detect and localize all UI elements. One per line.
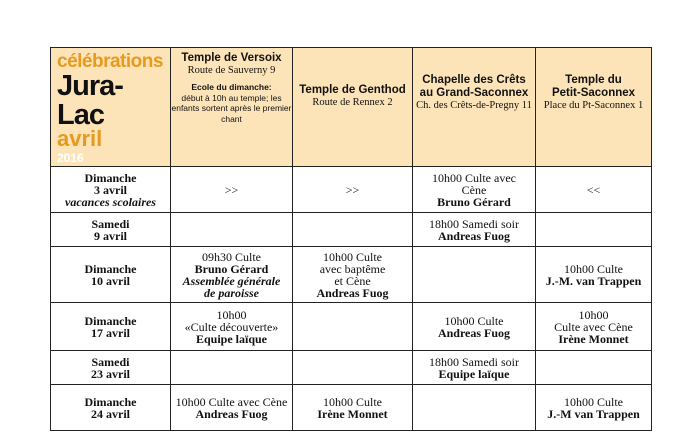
service-cell xyxy=(171,303,293,351)
col-header-petit-saconnex xyxy=(536,48,652,167)
schedule-body xyxy=(51,167,652,431)
day-day: Dimanche xyxy=(84,170,137,185)
day-day: Samedi xyxy=(91,354,130,369)
service-text: 09h30 Culte xyxy=(202,249,261,264)
venue-name: Temple de Versoix xyxy=(181,52,282,64)
day-date: 17 avril xyxy=(91,325,130,340)
officiant-name: Irène Monnet xyxy=(558,331,629,346)
officiant-name: Andreas Fuog xyxy=(195,406,268,421)
day-day: Samedi xyxy=(91,216,130,231)
service-cell xyxy=(293,213,413,247)
day-cell xyxy=(51,351,171,385)
day-cell xyxy=(51,213,171,247)
service-cell xyxy=(293,247,413,303)
col-header-genthod xyxy=(293,48,413,167)
officiant-name: J.-M van Trappen xyxy=(547,406,640,421)
service-text: << xyxy=(586,182,601,197)
service-cell xyxy=(293,385,413,431)
service-text: 10h00 Culte avec xyxy=(432,170,516,185)
service-text: 18h00 Samedi soir xyxy=(429,354,519,369)
day-date: 3 avril xyxy=(94,182,127,197)
service-cell xyxy=(293,351,413,385)
service-cell xyxy=(536,167,652,213)
service-cell xyxy=(536,213,652,247)
brand-line3: avril xyxy=(57,126,103,151)
officiant-name: Equipe laïque xyxy=(195,331,268,346)
venue-address: Route de Sauverny 9 xyxy=(187,65,276,76)
service-text: 10h00 Culte xyxy=(323,394,382,409)
note-label: Ecole du dimanche: xyxy=(191,82,272,92)
officiant-name: J.-M. van Trappen xyxy=(545,273,642,288)
day-cell xyxy=(51,303,171,351)
service-cell xyxy=(536,247,652,303)
brand-line1: célébrations xyxy=(57,51,163,72)
note-text: début à 10h au temple; les enfants sortent après le premier chant xyxy=(171,92,292,124)
day-extra: vacances scolaires xyxy=(65,194,156,209)
day-day: Dimanche xyxy=(84,261,137,276)
service-cell xyxy=(536,303,652,351)
service-cell xyxy=(413,351,536,385)
venue-name-line1: Chapelle des Crêts xyxy=(422,74,526,86)
day-cell xyxy=(51,167,171,213)
venue-address: Route de Rennex 2 xyxy=(312,97,393,108)
service-text: 10h00 Culte avec Cène xyxy=(175,394,288,409)
schedule-table xyxy=(50,47,652,431)
day-date: 9 avril xyxy=(94,228,127,243)
service-cell xyxy=(413,303,536,351)
service-text: 18h00 Samedi soir xyxy=(429,216,519,231)
sunday-school-note xyxy=(171,82,292,124)
service-cell xyxy=(413,385,536,431)
col-header-versoix xyxy=(171,48,293,167)
day-date: 24 avril xyxy=(91,406,130,421)
service-cell xyxy=(171,247,293,303)
brand-year: 2016 xyxy=(57,151,84,165)
service-text: Cène xyxy=(461,182,487,197)
officiant-name: Andreas Fuog xyxy=(437,228,511,243)
service-cell xyxy=(413,247,536,303)
service-text: 10h00 xyxy=(216,307,247,322)
service-cell xyxy=(171,213,293,247)
day-date: 10 avril xyxy=(91,273,130,288)
venue-name: Temple de Genthod xyxy=(299,84,406,96)
service-text: «Culte découverte» xyxy=(184,319,279,334)
service-text: et Cène xyxy=(334,273,371,288)
event-note: de paroisse xyxy=(204,285,259,300)
service-cell xyxy=(413,167,536,213)
table-row xyxy=(51,303,652,351)
brand-line2: Jura-Lac xyxy=(57,70,123,131)
venue-name-line2: Petit-Saconnex xyxy=(551,87,636,99)
service-cell xyxy=(171,385,293,431)
service-cell xyxy=(171,351,293,385)
day-cell xyxy=(51,385,171,431)
header-row xyxy=(51,48,652,167)
service-text: Culte avec Cène xyxy=(554,319,633,334)
table-row xyxy=(51,351,652,385)
service-cell xyxy=(293,167,413,213)
service-cell xyxy=(413,213,536,247)
service-text: 10h00 Culte xyxy=(564,261,623,276)
officiant-name: Irène Monnet xyxy=(317,406,388,421)
table-row xyxy=(51,167,652,213)
venue-address: Place du Pt-Saconnex 1 xyxy=(543,100,644,111)
service-text: 10h00 xyxy=(578,307,609,322)
officiant-name: Bruno Gérard xyxy=(437,194,511,209)
table-row xyxy=(51,213,652,247)
venue-name-line1: Temple du xyxy=(565,74,622,86)
service-text: 10h00 Culte xyxy=(564,394,623,409)
service-cell xyxy=(171,167,293,213)
day-cell xyxy=(51,247,171,303)
service-cell xyxy=(536,385,652,431)
officiant-name: Andreas Fuog xyxy=(437,325,511,340)
venue-name-line2: au Grand-Saconnex xyxy=(419,87,529,99)
day-day: Dimanche xyxy=(84,394,137,409)
col-header-chapelle xyxy=(413,48,536,167)
service-text: avec baptême xyxy=(319,261,386,276)
service-cell xyxy=(293,303,413,351)
service-text: >> xyxy=(224,182,239,197)
service-text: 10h00 Culte xyxy=(444,313,504,328)
table-row xyxy=(51,247,652,303)
officiant-name: Andreas Fuog xyxy=(316,285,389,300)
day-day: Dimanche xyxy=(84,313,137,328)
table-row xyxy=(51,385,652,431)
service-text: >> xyxy=(345,182,360,197)
officiant-name: Equipe laïque xyxy=(438,366,510,381)
brand-block xyxy=(51,48,171,167)
service-text: 10h00 Culte xyxy=(323,249,382,264)
event-note: Assemblée générale xyxy=(182,273,281,288)
service-cell xyxy=(536,351,652,385)
venue-address: Ch. des Crêts-de-Pregny 11 xyxy=(416,100,532,111)
day-date: 23 avril xyxy=(91,366,130,381)
officiant-name: Bruno Gérard xyxy=(194,261,269,276)
